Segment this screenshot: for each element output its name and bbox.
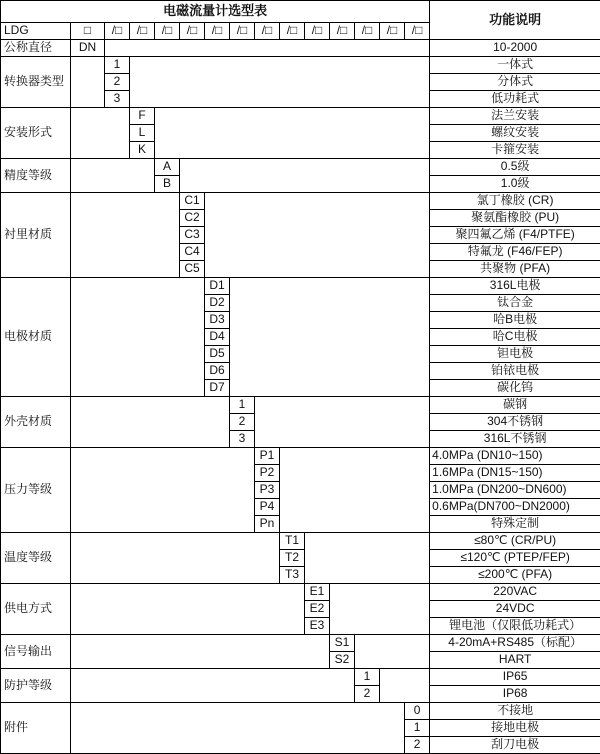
filler-cell [71,635,330,669]
spec-row [1,397,600,414]
category-cell: 压力等级 [1,448,71,533]
spec-row [1,584,600,601]
desc-cell: 不接地 [430,703,600,720]
desc-cell: IP68 [430,686,600,703]
desc-cell: 0.6MPa(DN700~DN2000) [430,499,600,516]
code-cell: D2 [205,295,230,312]
filler-cell [71,278,205,397]
category-cell: 电极材质 [1,278,71,397]
code-cell: D4 [205,329,230,346]
filler-cell [71,397,230,448]
spec-row [1,108,600,125]
code-cell: C2 [180,210,205,227]
code-cell: 1 [355,669,380,686]
code-cell: 2 [355,686,380,703]
filler-cell [71,193,180,278]
filler-cell [71,159,155,193]
header-row [1,1,600,23]
desc-cell: 碳化钨 [430,380,600,397]
code-cell: P1 [255,448,280,465]
code-cell: D5 [205,346,230,363]
desc-cell: 碳钢 [430,397,600,414]
spec-row [1,448,600,465]
code-cell: E1 [305,584,330,601]
filler-cell [230,278,430,397]
code-cell: D3 [205,312,230,329]
code-cell: Pn [255,516,280,533]
code-cell: T2 [280,550,305,567]
model-slot-cell: /□ [105,23,130,40]
category-cell: 防护等级 [1,669,71,703]
desc-cell: 316L电极 [430,278,600,295]
model-slot-cell: /□ [355,23,380,40]
spec-row [1,635,600,652]
category-cell: 外壳材质 [1,397,71,448]
diameter-row [1,40,600,57]
desc-cell: 分体式 [430,74,600,91]
desc-cell: 法兰安装 [430,108,600,125]
code-cell: 1 [105,57,130,74]
desc-cell: 哈B电极 [430,312,600,329]
desc-cell: 低功耗式 [430,91,600,108]
model-slot-cell: /□ [130,23,155,40]
code-cell: S1 [330,635,355,652]
filler-cell [305,533,430,584]
code-cell: C3 [180,227,205,244]
filler-cell [71,448,255,533]
code-cell: P3 [255,482,280,499]
desc-cell: 哈C电极 [430,329,600,346]
desc-cell: 特氟龙 (F46/FEP) [430,244,600,261]
spec-row [1,703,600,720]
code-cell: P4 [255,499,280,516]
code-cell: B [155,176,180,193]
desc-cell: 316L不锈钢 [430,431,600,448]
desc-cell: 4.0MPa (DN10~150) [430,448,600,465]
desc-cell: 接地电极 [430,720,600,737]
code-cell: 3 [230,431,255,448]
desc-cell: 0.5级 [430,159,600,176]
code-cell: 0 [405,703,430,720]
code-cell: E3 [305,618,330,635]
function-description-header: 功能说明 [430,1,600,40]
filler-cell [280,448,430,533]
desc-cell: 特殊定制 [430,516,600,533]
filler-cell [130,57,430,108]
filler-cell [205,193,430,278]
filler-cell [355,635,430,669]
filler-cell [255,397,430,448]
code-cell: L [130,125,155,142]
model-prefix-cell: LDG [1,23,71,40]
model-slot-cell: /□ [255,23,280,40]
model-slot-cell: /□ [230,23,255,40]
category-cell: 转换器类型 [1,57,71,108]
model-slot-cell: /□ [405,23,430,40]
model-slot-cell: /□ [305,23,330,40]
filler-cell [380,669,430,703]
model-slot-cell: /□ [330,23,355,40]
code-cell: S2 [330,652,355,669]
spec-row [1,669,600,686]
code-cell: T3 [280,567,305,584]
category-cell: 安装形式 [1,108,71,159]
desc-cell: HART [430,652,600,669]
filler-cell [71,108,130,159]
code-cell: 2 [105,74,130,91]
filler-cell [155,108,430,159]
model-slot-cell: /□ [155,23,180,40]
code-cell: 1 [230,397,255,414]
code-cell: 2 [405,737,430,754]
category-cell: 公称直径 [1,40,71,57]
code-cell: C1 [180,193,205,210]
code-cell: K [130,142,155,159]
filler-cell [330,584,430,635]
spec-row [1,193,600,210]
desc-cell: 锂电池（仅限低功耗式） [430,618,600,635]
desc-cell: 氯丁橡胶 (CR) [430,193,600,210]
category-cell: 衬里材质 [1,193,71,278]
spec-row [1,57,600,74]
desc-cell: ≤200℃ (PFA) [430,567,600,584]
table-title: 电磁流量计选型表 [1,1,430,23]
desc-cell: 共聚物 (PFA) [430,261,600,278]
code-cell: 3 [105,91,130,108]
desc-cell: 1.0MPa (DN200~DN600) [430,482,600,499]
category-cell: 温度等级 [1,533,71,584]
code-cell: F [130,108,155,125]
model-slot-cell: /□ [280,23,305,40]
desc-cell: 卡箍安装 [430,142,600,159]
desc-cell: 铂铱电极 [430,363,600,380]
desc-cell: 4-20mA+RS485（标配） [430,635,600,652]
desc-cell: 螺纹安装 [430,125,600,142]
desc-cell: 24VDC [430,601,600,618]
code-cell: DN [71,40,105,57]
desc-cell: 1.6MPa (DN15~150) [430,465,600,482]
desc-cell: 钛合金 [430,295,600,312]
desc-cell: 钽电极 [430,346,600,363]
model-box-cell: □ [71,23,105,40]
filler-cell [105,40,430,57]
code-cell: D7 [205,380,230,397]
model-slot-cell: /□ [180,23,205,40]
code-cell: 1 [405,720,430,737]
filler-cell [71,703,405,754]
category-cell: 精度等级 [1,159,71,193]
code-cell: C5 [180,261,205,278]
code-cell: C4 [180,244,205,261]
desc-cell: 10-2000 [430,40,600,57]
category-cell: 供电方式 [1,584,71,635]
filler-cell [71,533,280,584]
desc-cell: ≤80℃ (CR/PU) [430,533,600,550]
category-cell: 信号输出 [1,635,71,669]
category-cell: 附件 [1,703,71,754]
code-cell: 2 [230,414,255,431]
desc-cell: 一体式 [430,57,600,74]
desc-cell: 聚氨酯橡胶 (PU) [430,210,600,227]
code-cell: P2 [255,465,280,482]
code-cell: D1 [205,278,230,295]
code-cell: A [155,159,180,176]
model-slot-cell: /□ [205,23,230,40]
desc-cell: 1.0级 [430,176,600,193]
filler-cell [71,584,305,635]
code-cell: E2 [305,601,330,618]
desc-cell: IP65 [430,669,600,686]
filler-cell [71,669,355,703]
spec-row [1,278,600,295]
desc-cell: 聚四氟乙烯 (F4/PTFE) [430,227,600,244]
spec-row [1,159,600,176]
desc-cell: 刮刀电极 [430,737,600,754]
code-cell: T1 [280,533,305,550]
filler-cell [71,57,105,108]
desc-cell: 304不锈钢 [430,414,600,431]
code-cell: D6 [205,363,230,380]
filler-cell [180,159,430,193]
desc-cell: 220VAC [430,584,600,601]
spec-row [1,533,600,550]
model-slot-cell: /□ [380,23,405,40]
desc-cell: ≤120℃ (PTEP/FEP) [430,550,600,567]
